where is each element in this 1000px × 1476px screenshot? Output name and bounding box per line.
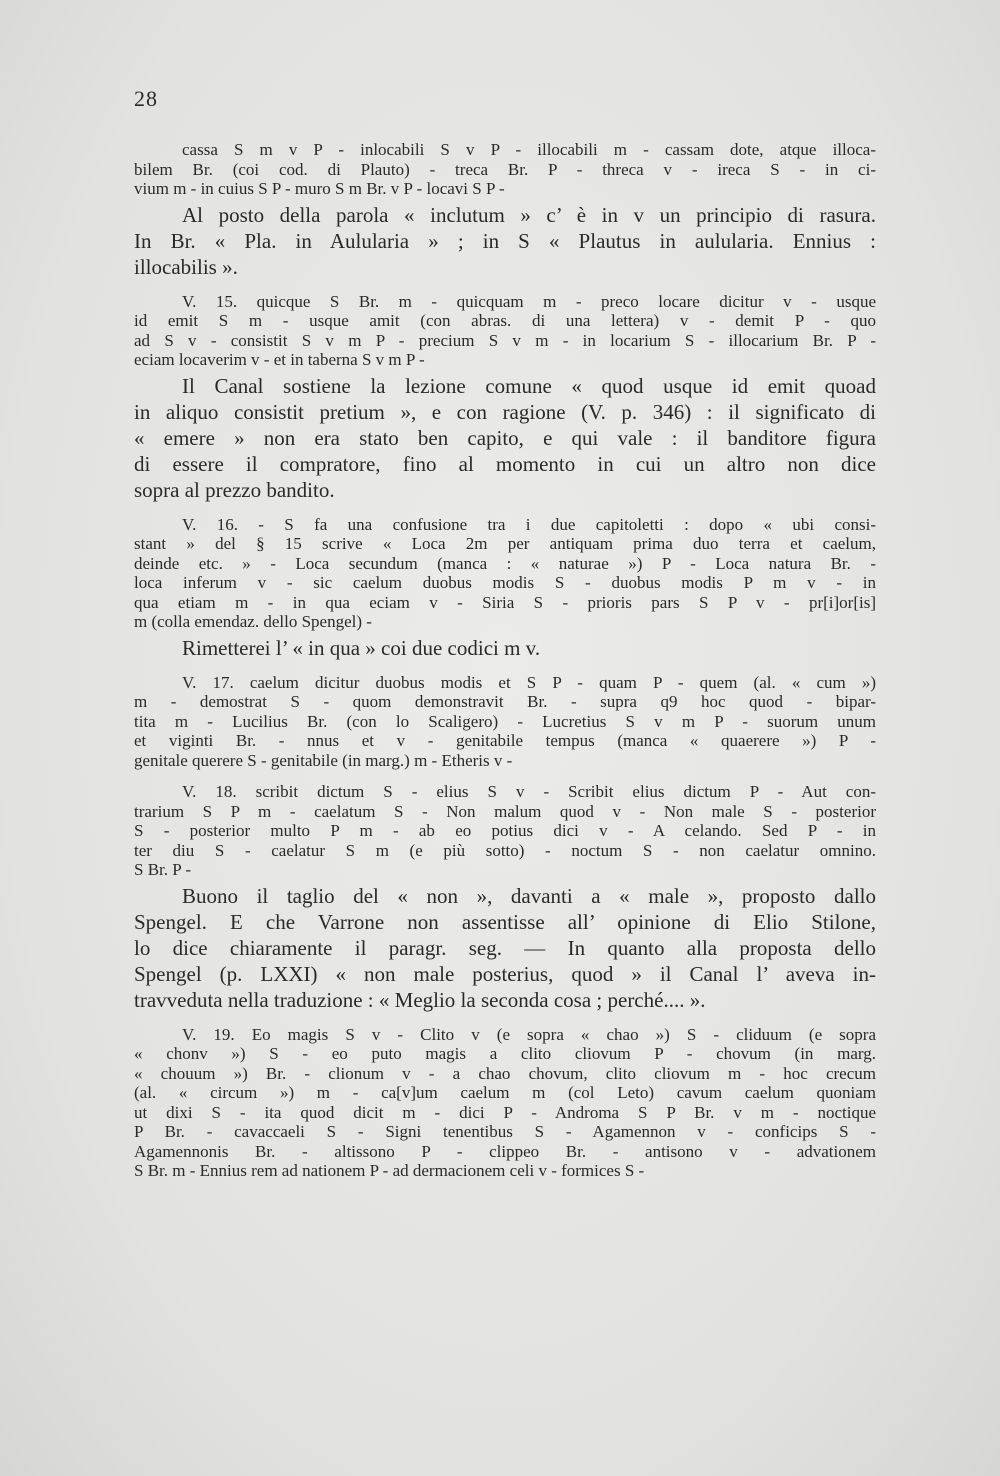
text-line: deinde etc. » - Loca secundum (manca : « naturae ») P - Loca natura Br. - bbox=[134, 553, 876, 573]
apparatus-note bbox=[134, 140, 876, 199]
text-line: tita m - Lucilius Br. (con lo Scaligero) - Lucretius S v m P - suorum unum bbox=[134, 711, 876, 731]
text-line: « chouum ») Br. - clionum v - a chao chovum, clito cliovum m - hoc crecum bbox=[134, 1063, 876, 1083]
commentary-paragraph bbox=[134, 635, 876, 661]
text-line: di essere il compratore, fino al momento in cui un altro non dice bbox=[134, 451, 876, 476]
text-line: vium m - in cuius S P - muro S m Br. v P - locavi S P - bbox=[134, 179, 505, 198]
text-line: P Br. - cavaccaeli S - Signi tenentibus S - Agamennon v - conficips S - bbox=[134, 1122, 876, 1141]
apparatus-note bbox=[134, 782, 876, 880]
text-line: V. 17. caelum dicitur duobus modis et S P - quam P - quem (al. « cum ») bbox=[182, 672, 876, 692]
text-line: trarium S P m - caelatum S - Non malum quod v - Non male S - posterior bbox=[134, 801, 876, 821]
text-line: m (colla emendaz. dello Spengel) - bbox=[134, 612, 372, 631]
text-line: In Br. « Pla. in Aulularia » ; in S « Plautus in aulularia. Ennius : bbox=[134, 228, 876, 253]
apparatus-note bbox=[134, 515, 876, 632]
text-line: ad S v - consistit S v m P - precium S v m - in locarium S - illocarium Br. P - bbox=[134, 330, 876, 350]
text-line: et viginti Br. - nnus et v - genitabile tempus (manca « quaerere ») P - bbox=[134, 731, 876, 750]
text-line: Il Canal sostiene la lezione comune « quod usque id emit quoad bbox=[182, 373, 876, 398]
text-line: Buono il taglio del « non », davanti a « male », proposto dallo bbox=[182, 883, 876, 908]
text-line: travveduta nella traduzione : « Meglio la seconda cosa ; perché.... ». bbox=[134, 987, 706, 1012]
text-line: ut dixi S - ita quod dicit m - dici P - Androma S P Br. v m - noctique bbox=[134, 1102, 876, 1122]
text-line: S - posterior multo P m - ab eo potius dici v - A celando. Sed P - in bbox=[134, 821, 876, 840]
text-line: « chonv ») S - eo puto magis a clito cliovum P - chovum (in marg. bbox=[134, 1044, 876, 1063]
text-line: Spengel. E che Varrone non assentisse all’ opinione di Elio Stilone, bbox=[134, 909, 876, 934]
text-line: illocabilis ». bbox=[134, 254, 238, 279]
text-line: Spengel (p. LXXI) « non male posterius, quod » il Canal l’ aveva in- bbox=[134, 961, 876, 986]
text-line: V. 19. Eo magis S v - Clito v (e sopra « chao ») S - cliduum (e sopra bbox=[182, 1024, 876, 1044]
text-line: Rimetterei l’ « in qua » coi due codici m v. bbox=[182, 635, 541, 660]
text-block bbox=[134, 128, 876, 1181]
commentary-paragraph bbox=[134, 373, 876, 503]
text-line: « emere » non era stato ben capito, e qui vale : il banditore figura bbox=[134, 425, 876, 450]
apparatus-note bbox=[134, 1025, 876, 1181]
text-line: bilem Br. (coi cod. di Plauto) - treca Br. P - threca v - ireca S - in ci- bbox=[134, 159, 876, 179]
text-line: sopra al prezzo bandito. bbox=[134, 477, 335, 502]
text-line: Agamennonis Br. - altissono P - clippeo Br. - antisono v - advationem bbox=[134, 1141, 876, 1161]
text-line: qua etiam m - in qua eciam v - Siria S - prioris pars S P v - pr[i]or[is] bbox=[134, 592, 876, 612]
text-line: stant » del § 15 scrive « Loca 2m per antiquam prima duo terra et caelum, bbox=[134, 534, 876, 553]
commentary-paragraph bbox=[134, 883, 876, 1013]
page-number: 28 bbox=[134, 86, 158, 111]
text-line: cassa S m v P - inlocabili S v P - illocabili m - cassam dote, atque illoca- bbox=[182, 140, 876, 159]
commentary-paragraph bbox=[134, 202, 876, 280]
apparatus-note bbox=[134, 292, 876, 370]
text-line: lo dice chiaramente il paragr. seg. — In quanto alla proposta dello bbox=[134, 935, 876, 960]
text-line: in aliquo consistit pretium », e con ragione (V. p. 346) : il significato di bbox=[134, 399, 876, 424]
text-line: (al. « circum ») m - ca[v]um caelum m (col Leto) cavum caelum quoniam bbox=[134, 1083, 876, 1102]
text-line: eciam locaverim v - et in taberna S v m P - bbox=[134, 350, 425, 369]
text-line: V. 16. - S fa una confusione tra i due capitoletti : dopo « ubi consi- bbox=[182, 514, 876, 534]
text-line: ter diu S - caelatur S m (e più sotto) - noctum S - non caelatur omnino. bbox=[134, 840, 876, 860]
text-line: S Br. P - bbox=[134, 860, 192, 879]
text-line: loca inferum v - sic caelum duobus modis S - duobus modis P m v - in bbox=[134, 573, 876, 592]
text-line: m - demostrat S - quom demonstravit Br. - supra q9 hoc quod - bipar- bbox=[134, 692, 876, 711]
text-line: V. 18. scribit dictum S - elius S v - Scribit elius dictum P - Aut con- bbox=[182, 782, 876, 801]
apparatus-note bbox=[134, 673, 876, 771]
text-line: V. 15. quicque S Br. m - quicquam m - preco locare dicitur v - usque bbox=[182, 291, 876, 311]
text-line: S Br. m - Ennius rem ad nationem P - ad dermacionem celi v - formices S - bbox=[134, 1161, 645, 1180]
text-line: id emit S m - usque amit (con abras. di una lettera) v - demit P - quo bbox=[134, 311, 876, 330]
text-line: genitale querere S - genitabile (in marg.) m - Etheris v - bbox=[134, 750, 513, 770]
text-line: Al posto della parola « inclutum » c’ è in v un principio di rasura. bbox=[182, 202, 876, 227]
